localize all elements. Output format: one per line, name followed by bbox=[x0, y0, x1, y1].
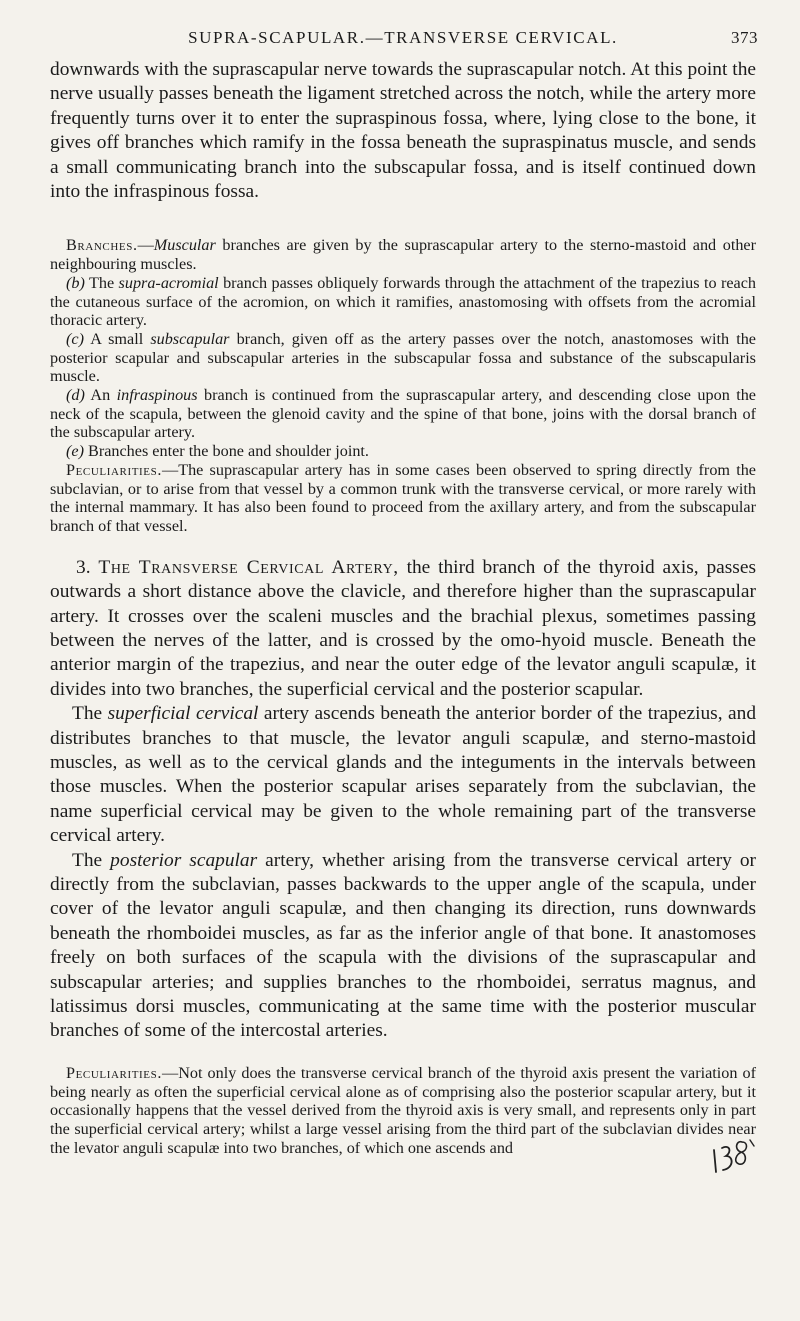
transverse-cervical-section bbox=[50, 556, 756, 1044]
posterior-scapular-paragraph: The posterior scapular artery, whether arising from the transverse cervical artery or directly from the subclavian, passes backwards to the upper angle of the scapula, under cover of the levator anguli scapulæ, and then changing its direction, runs downwards beneath the rhomboidei muscles, as far as the inferior angle of that bone. It anastomoses freely on both surfaces of the scapula with the divisions of the suprascapular and subscapular arteries; and supplies branches to the rhomboidei, serratus magnus, and latissimus dorsi muscles, communicating at the same time with the posterior muscular branches of some of the intercostal arteries. bbox=[50, 849, 757, 1042]
peculiarities-suprascapular: Peculiarities.—The suprascapular artery has in some cases been observed to spring directly from the subclavian, or to arise from that vessel by a common trunk with the transverse cervical, or more rarely with the internal mammary. It has also been found to proceed from the axillary artery, and from the subscapular branch of that vessel. bbox=[50, 460, 756, 535]
running-title: SUPRA-SCAPULAR.—TRANSVERSE CERVICAL. bbox=[188, 28, 618, 47]
intro-paragraph: downwards with the suprascapular nerve towards the suprascapular notch. At this point the nerve usually passes beneath the ligament stretched across the notch, while the artery more frequently turns over it to enter the supraspinous fossa, where, lying close to the bone, it gives off branches which ramify in the fossa beneath the supraspinatus muscle, and sends a small communicating branch into the subscapular fossa, and is itself continued down into the infraspinous fossa. bbox=[50, 59, 756, 203]
branches-section bbox=[50, 236, 756, 535]
branch-a: Branches.—Muscular branches are given by the suprascapular artery to the sterno-mastoid and other neighbouring muscles. bbox=[50, 236, 756, 274]
superficial-cervical-paragraph: The superficial cervical artery ascends beneath the anterior border of the trapezius, and distributes branches to that muscle, the levator anguli scapulæ, and sterno-mastoid muscles, as well as to the cervical glands and the integuments in the intervals between those muscles. When the posterior scapular arises separately from the subclavian, the name superficial cervical may be given to the whole remaining part of the transverse cervical artery. bbox=[50, 703, 757, 847]
branch-d: (d) An infraspinous branch is continued from the suprascapular artery, and descending close upon the neck of the scapula, between the glenoid cavity and the spine of that bone, joins with the dorsal branch of the subscapular artery. bbox=[50, 386, 756, 442]
running-header bbox=[50, 28, 756, 58]
section-heading: The Transverse Cervical Artery, bbox=[98, 556, 399, 578]
handwritten-mark bbox=[708, 1136, 758, 1176]
branches-heading: Branches. bbox=[66, 236, 138, 255]
page bbox=[50, 28, 756, 1157]
branch-e: (e) Branches enter the bone and shoulder joint. bbox=[66, 442, 369, 461]
transverse-cervical-paragraph: 3. The Transverse Cervical Artery, the third branch of the thyroid axis, passes outwards a short distance above the clavicle, and therefore higher than the suprascapular artery. It crosses over the scaleni muscles and the brachial plexus, sometimes passing between the nerves of the latter, and is crossed by the omo-hyoid muscle. Beneath the anterior margin of the trapezius, and near the outer edge of the levator anguli scapulæ, it divides into two branches, the superficial cervical and the posterior scapular. bbox=[50, 556, 756, 700]
page-number: 373 bbox=[731, 28, 758, 47]
branch-c: (c) A small subscapular branch, given off as the artery passes over the notch, anastomoses with the posterior scapular and subscapular arteries in the subscapular fossa and substance of the subscapularis muscle. bbox=[50, 329, 756, 386]
peculiarities-transverse: Peculiarities.—Not only does the transverse cervical branch of the thyroid axis present the variation of being nearly as often the superficial cervical alone as of comprising also the posterior scapular artery, but it occasionally happens that the vessel derived from the thyroid axis is very small, and represents only in part the superficial cervical artery; whilst a large vessel arising from the third part of the subclavian divides near the levator anguli scapulæ into two branches, of which one ascends and bbox=[50, 1063, 756, 1157]
branch-b: (b) The supra-acromial branch passes obliquely forwards through the attachment of the trapezius to reach the cutaneous surface of the acromion, on which it ramifies, anastomosing with offsets from the acromial thoracic artery. bbox=[50, 273, 756, 330]
